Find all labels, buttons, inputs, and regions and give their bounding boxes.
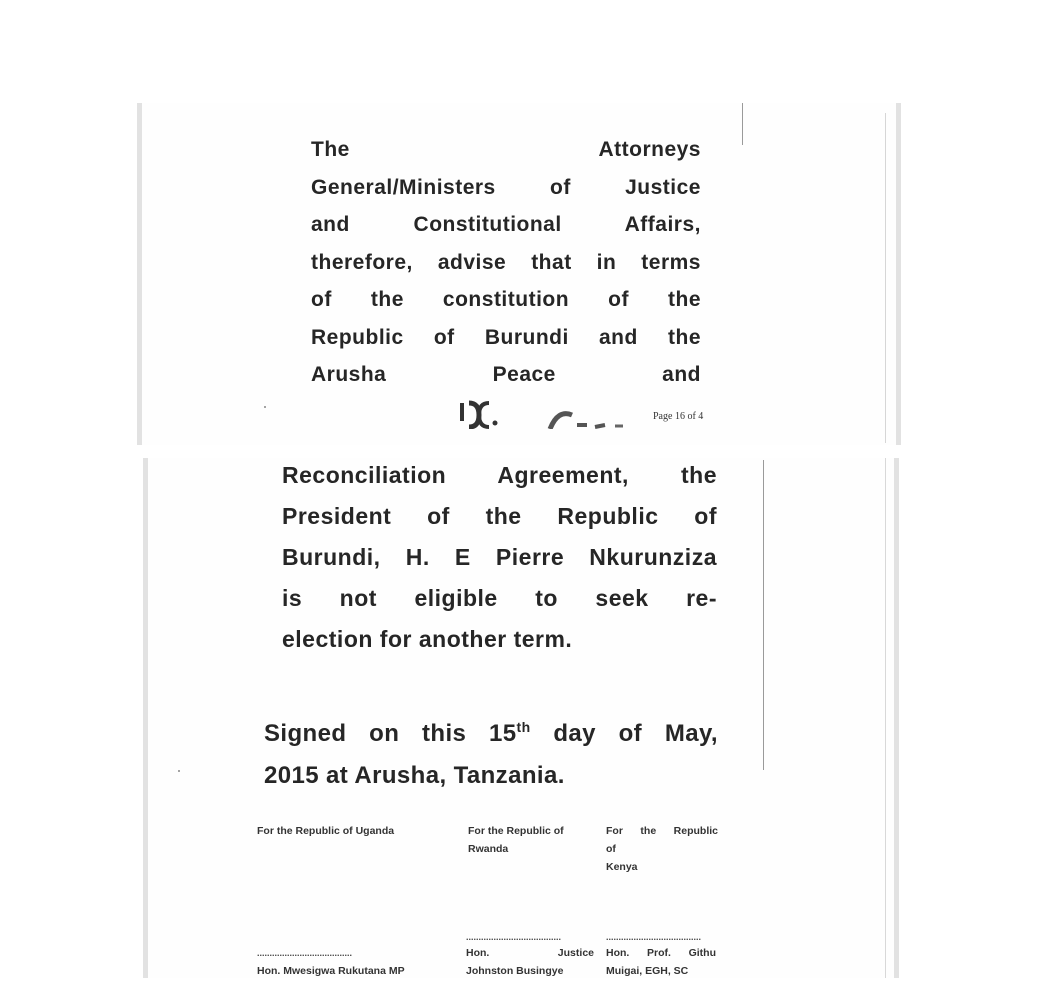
rwanda-name-line: Hon. Justice (466, 947, 594, 959)
margin-rule-faint (885, 458, 886, 978)
text-line: Burundi, H. E Pierre Nkurunziza (282, 544, 717, 570)
page-edge-left (143, 458, 148, 978)
scan-speck (178, 770, 180, 772)
stamp-fragment (455, 399, 640, 429)
signing-text: day of May, (530, 720, 718, 747)
margin-rule-faint (885, 113, 886, 443)
kenya-for-line: of (606, 843, 616, 855)
signatory-kenya-name (606, 944, 716, 980)
text-line: election for another term. (282, 626, 573, 652)
kenya-name-line: Hon. Prof. Githu (606, 947, 716, 959)
kenya-name-line: Muigai, EGH, SC (606, 965, 689, 977)
text-line: The Attorneys (311, 138, 701, 161)
document-page-1 (137, 103, 901, 445)
text-line: Reconciliation Agreement, the (282, 462, 717, 488)
margin-rule (763, 460, 764, 770)
text-line: General/Ministers of Justice (311, 175, 701, 199)
page-edge-right (896, 103, 901, 445)
signing-line-1 (264, 706, 718, 755)
text-line: President of the Republic of (282, 503, 717, 529)
signing-statement (264, 706, 718, 797)
rwanda-name-line: Johnston Busingye (466, 965, 564, 977)
signatory-rwanda-for: For the Republic of Rwanda (468, 825, 564, 855)
margin-rule (742, 103, 743, 145)
paragraph-eligibility (282, 462, 717, 667)
signature-line-rwanda: ...................................... (466, 932, 562, 942)
document-page-2 (143, 458, 899, 978)
signing-text: Signed on this 15 (264, 720, 517, 747)
signatory-uganda-for: For the Republic of Uganda (257, 825, 395, 837)
text-line: is not eligible to seek re- (282, 585, 717, 611)
signatory-rwanda-name (466, 944, 594, 980)
text-line: therefore, advise that in terms (311, 250, 701, 274)
text-line: of the constitution of the (311, 288, 701, 311)
signatory-uganda-name: Hon. Mwesigwa Rukutana MP (257, 965, 405, 977)
signature-line-uganda: ...................................... (257, 948, 353, 958)
signature-line-kenya: ...................................... (606, 932, 702, 942)
kenya-for-line: Kenya (606, 861, 638, 873)
page-number: Page 16 of 4 (653, 411, 704, 422)
ordinal-suffix: th (516, 719, 531, 735)
signatory-kenya-for (606, 822, 718, 876)
text-line: Republic of Burundi and the (311, 325, 701, 349)
paragraph-advice (311, 138, 701, 401)
page-edge-left (137, 103, 142, 445)
scan-speck (264, 406, 266, 408)
signing-line-2: 2015 at Arusha, Tanzania. (264, 762, 565, 789)
text-line: and Constitutional Affairs, (311, 213, 701, 236)
page-edge-right (894, 458, 899, 978)
kenya-for-line: For the Republic (606, 825, 718, 837)
text-line: Arusha Peace and (311, 363, 701, 386)
